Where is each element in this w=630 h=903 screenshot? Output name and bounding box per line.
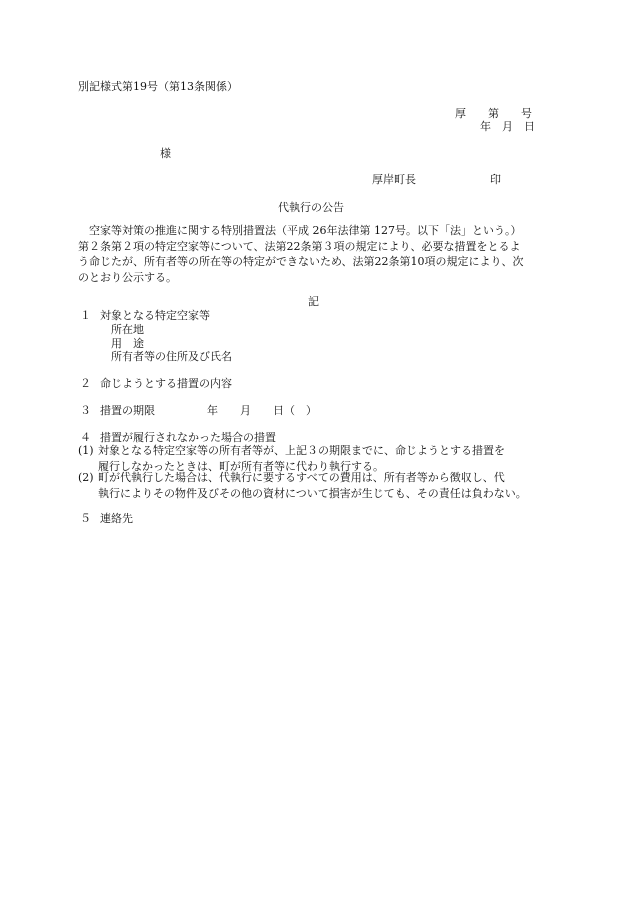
- section-5-title: 連絡先: [100, 512, 133, 525]
- subitem-number: (1): [78, 444, 94, 457]
- subitem-line: 対象となる特定空家等の所有者等が、上記３の期限までに、命じようとする措置を: [98, 444, 505, 457]
- addressee-suffix: 様: [160, 147, 171, 160]
- section-1-title: 対象となる特定空家等: [100, 309, 210, 322]
- section-4-number: ４: [80, 431, 91, 444]
- intro-paragraph: [78, 223, 552, 285]
- document-number-line: 厚 第 号: [455, 107, 532, 120]
- subitem-line: 執行によりその物件及びその他の資材について損害が生じても、その責任は負わない。: [98, 486, 527, 500]
- section-1-item-use: 用 途: [111, 337, 144, 350]
- section-1-number: １: [80, 309, 91, 322]
- intro-line: 空家等対策の推進に関する特別措置法（平成 26年法律第 127号。以下「法」という。）: [78, 224, 522, 237]
- section-2-title: 命じようとする措置の内容: [100, 377, 232, 390]
- document-date-line: 年 月 日: [480, 120, 535, 133]
- section-3-title: 措置の期限: [100, 404, 155, 417]
- subitem-number: (2): [78, 471, 94, 484]
- sender-seal: 印: [490, 173, 501, 186]
- intro-line: 第２条第２項の特定空家等について、法第22条第３項の規定により、必要な措置をとるよ: [78, 239, 521, 253]
- section-3-number: ３: [80, 404, 91, 417]
- section-3-date: 年 月 日（ ）: [207, 404, 317, 417]
- intro-line: う命じたが、所有者等の所在等の特定ができないため、法第22条第10項の規定により、次: [78, 255, 524, 268]
- section-4-subitem-2: [78, 470, 552, 501]
- section-4-title: 措置が履行されなかった場合の措置: [100, 431, 276, 444]
- section-5-number: ５: [80, 512, 91, 525]
- notice-title: 代執行の公告: [278, 201, 344, 214]
- intro-line: のとおり公示する。: [78, 270, 177, 284]
- section-2-number: ２: [80, 377, 91, 390]
- section-1-item-location: 所在地: [111, 323, 144, 336]
- form-label: 別記様式第19号（第13条関係）: [78, 80, 238, 93]
- sender-name: 厚岸町長: [372, 173, 416, 186]
- section-1-item-owner: 所有者等の住所及び氏名: [111, 350, 232, 363]
- ki-heading: 記: [308, 295, 319, 308]
- subitem-line: 町が代執行した場合は、代執行に要するすべての費用は、所有者等から徴収し、代: [98, 471, 505, 484]
- subitem-line: 履行しなかったときは、町が所有者等に代わり執行する。: [98, 459, 384, 473]
